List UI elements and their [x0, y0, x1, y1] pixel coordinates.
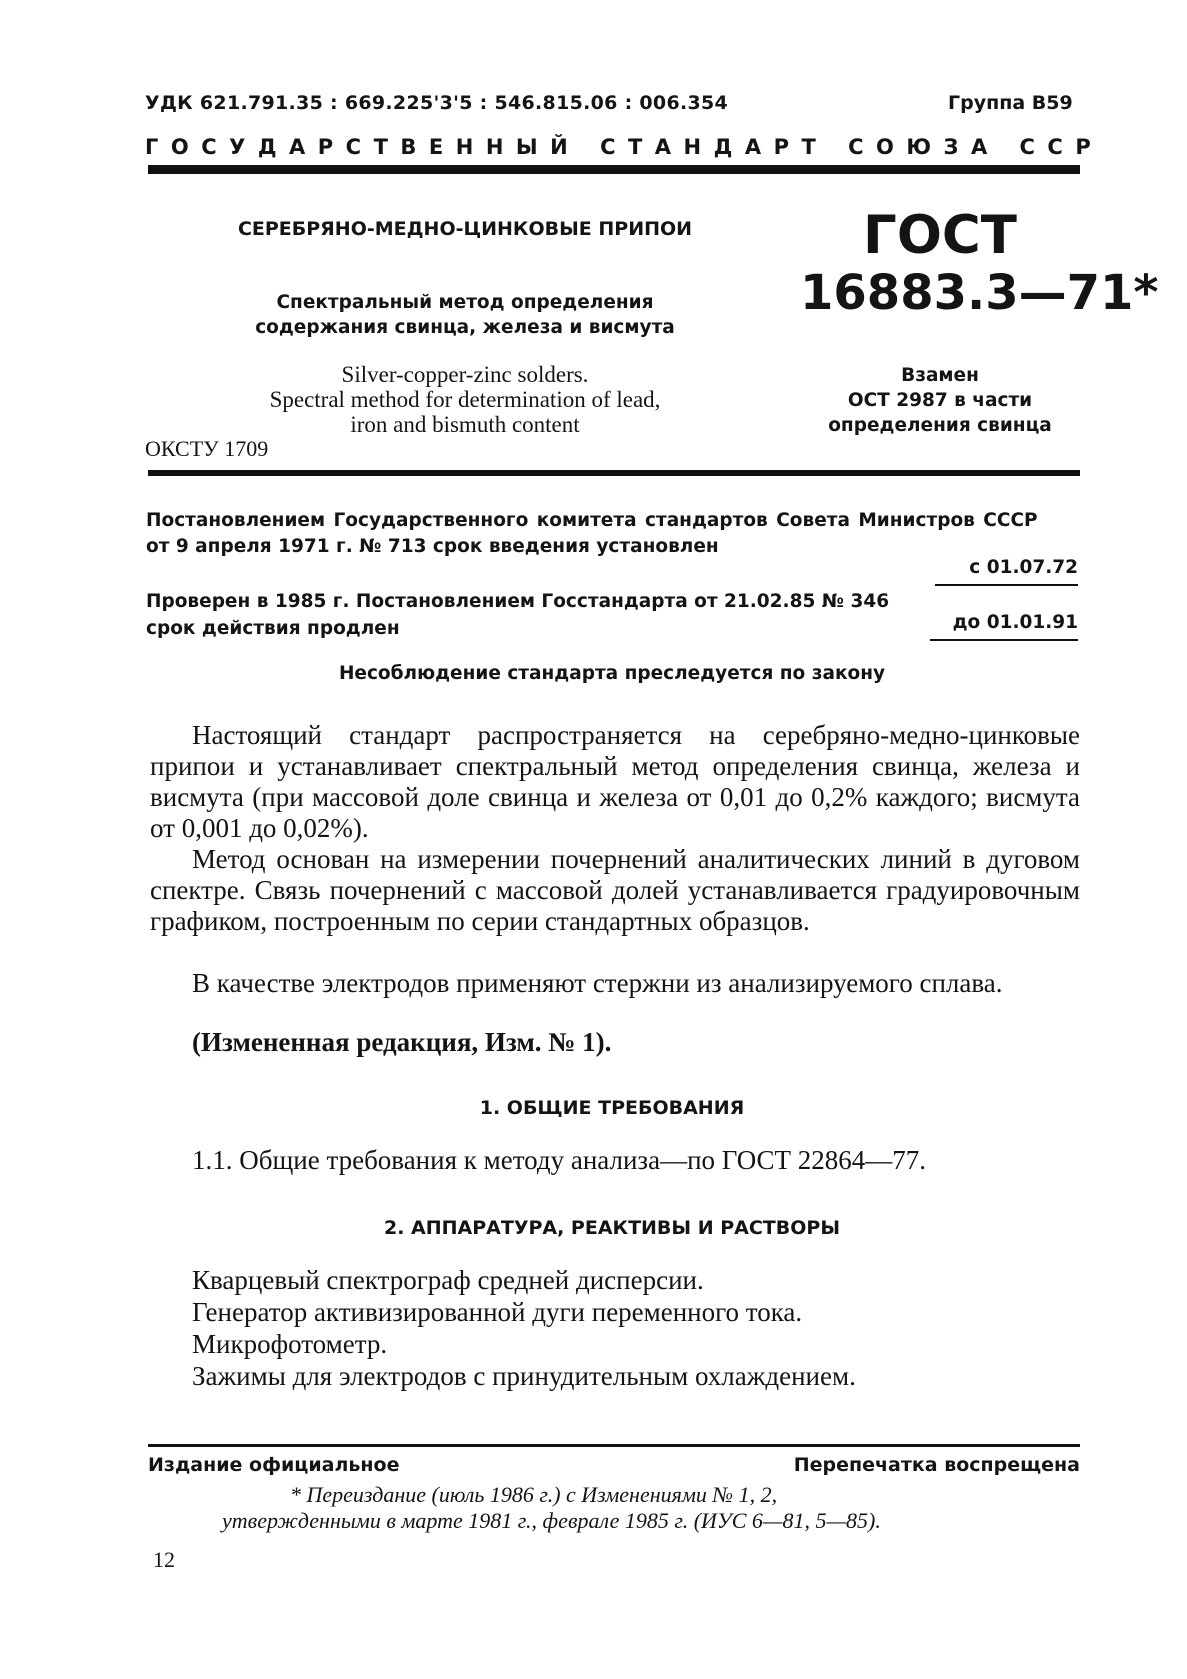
end-date: до 01.01.91 [952, 612, 1078, 633]
penalty-notice: Несоблюдение стандарта преследуется по закону [338, 663, 886, 684]
equipment-item: Кварцевый спектрограф средней дисперсии. [192, 1265, 704, 1295]
english-title-line: Spectral method for determination of lead, [269, 387, 661, 412]
equipment-item: Генератор активизированной дуги переменного тока. [192, 1297, 803, 1327]
english-title [150, 362, 780, 437]
no-reprint-label: Перепечатка воспрещена [793, 1454, 1080, 1476]
replaces-line: определения свинца [828, 415, 1052, 436]
equipment-item: Зажимы для электродов с принудительным охлаждением. [192, 1361, 856, 1391]
document-subtitle [150, 290, 780, 340]
revision-note [146, 588, 916, 642]
body-paragraph: В качестве электродов применяют стержни из анализируемого сплава. [192, 968, 1003, 998]
revision-line: Проверен в 1985 г. Постановлением Госстандарта от 21.02.85 № 346 [146, 591, 890, 612]
decree-line: Постановлением Государственного комитета стандартов Совета Министров СССР [146, 510, 1038, 531]
body-paragraph: Настоящий стандарт распространяется на серебряно-медно-цинковые припои и устанавливает спектральный метод определения свинца, железа и висмута (при массовой доле свинца и железа от 0,01 до 0,2% каждого; висмута от 0,001 до 0,02%). [150, 720, 1080, 843]
replaces-line: ОСТ 2987 в части [847, 390, 1033, 411]
group-code: Группа В59 [948, 92, 1073, 114]
section-heading: 1. ОБЩИЕ ТРЕБОВАНИЯ [479, 1097, 745, 1119]
footnote-line: утвержденными в марте 1981 г., феврале 1985 г. (ИУС 6—81, 5—85). [222, 1508, 881, 1533]
english-title-line: Silver-copper-zinc solders. [341, 362, 589, 387]
header-rule [148, 165, 1080, 174]
english-title-line: iron and bismuth content [350, 412, 580, 437]
decree-text [146, 508, 1086, 560]
footer-rule [148, 1444, 1080, 1447]
start-date-underline [935, 584, 1078, 586]
document-title: СЕРЕБРЯНО-МЕДНО-ЦИНКОВЫЕ ПРИПОИ [237, 218, 693, 240]
amendment-note: (Измененная редакция, Изм. № 1). [192, 1027, 612, 1057]
replaces-note [800, 363, 1080, 438]
gost-label: ГОСТ [863, 205, 1017, 266]
page-number: 12 [153, 1547, 175, 1572]
section-heading: 2. АППАРАТУРА, РЕАКТИВЫ И РАСТВОРЫ [383, 1217, 841, 1239]
gost-number: 16883.3—71* [800, 265, 1159, 321]
edition-label: Издание официальное [148, 1454, 400, 1476]
state-standard-header: ГОСУДАРСТВЕННЫЙ СТАНДАРТ СОЮЗА ССР [145, 135, 1104, 159]
footnote-line: * Переиздание (июль 1986 г.) с Изменениями № 1, 2, [290, 1482, 778, 1507]
body-paragraph: Метод основан на измерении почернений аналитических линий в дуговом спектре. Связь почернений с массовой долей устанавливается градуировочным графиком, построенным по серии стандартных образцов. [150, 844, 1080, 936]
revision-line: срок действия продлен [146, 618, 400, 639]
decree-line: от 9 апреля 1971 г. № 713 срок введения установлен [146, 536, 719, 557]
subtitle-line: содержания свинца, железа и висмута [255, 317, 675, 338]
title-block-rule [148, 470, 1080, 476]
equipment-item: Микрофотометр. [192, 1329, 388, 1359]
end-date-underline [930, 639, 1078, 641]
replaces-line: Взамен [901, 365, 979, 386]
section-paragraph: 1.1. Общие требования к методу анализа—по ГОСТ 22864—77. [192, 1145, 927, 1175]
okstu-code: ОКСТУ 1709 [145, 436, 269, 461]
start-date: с 01.07.72 [969, 557, 1078, 578]
udk-code: УДК 621.791.35 : 669.225'3'5 : 546.815.06 : 006.354 [145, 92, 729, 114]
subtitle-line: Спектральный метод определения [276, 292, 654, 313]
